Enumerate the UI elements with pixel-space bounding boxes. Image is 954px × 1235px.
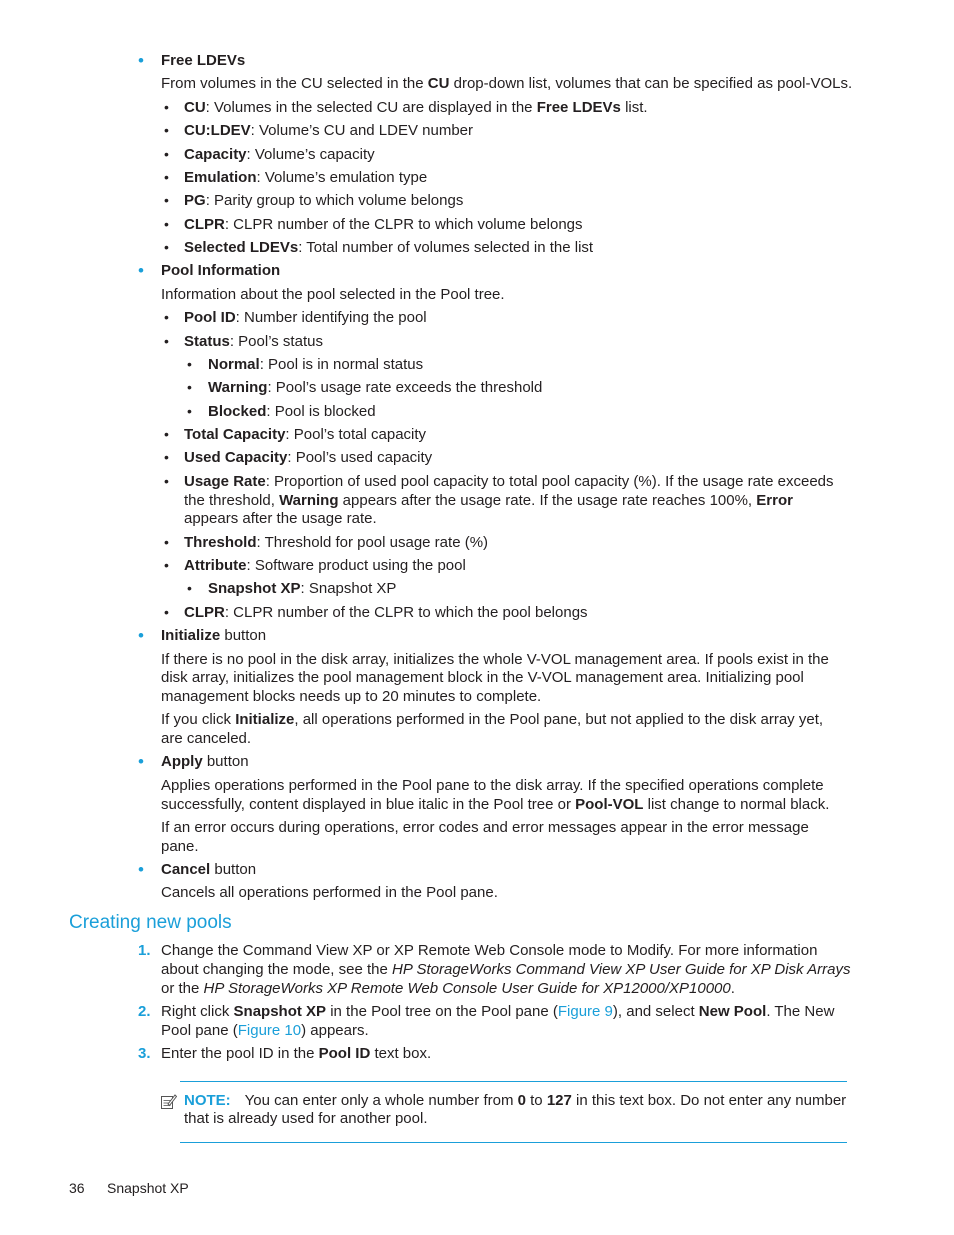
bullet: • (138, 51, 144, 70)
paragraph-line: are canceled. (161, 730, 252, 747)
bullet: • (164, 99, 169, 115)
list-item: CLPR: CLPR number of the CLPR to which the pool belongs (184, 604, 588, 621)
list-item: Used Capacity: Pool’s used capacity (184, 449, 433, 466)
bullet: • (138, 626, 144, 645)
bullet: • (164, 239, 169, 255)
bullet: • (164, 604, 169, 620)
list-item: Total Capacity: Pool’s total capacity (184, 426, 427, 443)
paragraph-line: If there is no pool in the disk array, initializes the whole V-VOL management area. If pools exist in the (161, 651, 829, 668)
step-text: Pool pane (Figure 10) appears. (161, 1022, 369, 1039)
note-text: NOTE: You can enter only a whole number from 0 to 127 in this text box. Do not enter any number (184, 1092, 847, 1109)
list-item: Status: Pool’s status (184, 333, 323, 350)
step-text: Right click Snapshot XP in the Pool tree on the Pool pane (Figure 9), and select New Pool. The New (161, 1003, 835, 1020)
step-text: Enter the pool ID in the Pool ID text box. (161, 1045, 432, 1062)
bullet: • (164, 192, 169, 208)
note-pencil-icon (160, 1093, 177, 1110)
section-title-initialize: Initialize button (161, 627, 267, 644)
figure-link[interactable]: Figure 9 (557, 1003, 613, 1020)
paragraph-line: successfully, content displayed in blue italic in the Pool tree or Pool-VOL list change to normal black. (161, 796, 830, 813)
list-item: Warning: Pool’s usage rate exceeds the threshold (208, 379, 543, 396)
bullet: • (138, 860, 144, 879)
section-title-apply: Apply button (161, 753, 249, 770)
list-item: CU: Volumes in the selected CU are displayed in the Free LDEVs list. (184, 99, 648, 116)
bullet: • (138, 752, 144, 771)
bullet: • (164, 169, 169, 185)
footer-title: Snapshot XP (107, 1180, 189, 1196)
paragraph-line: Applies operations performed in the Pool pane to the disk array. If the specified operations complete (161, 777, 824, 794)
list-item: Normal: Pool is in normal status (208, 356, 424, 373)
paragraph-line: pane. (161, 838, 199, 855)
list-item: Blocked: Pool is blocked (208, 403, 376, 420)
list-item: Attribute: Software product using the pool (184, 557, 466, 574)
bullet: • (164, 146, 169, 162)
section-title-pool-information: Pool Information (161, 262, 281, 279)
step-text: Change the Command View XP or XP Remote Web Console mode to Modify. For more information (161, 942, 818, 959)
list-item: PG: Parity group to which volume belongs (184, 192, 464, 209)
paragraph-line: disk array, initializes the pool management block in the V-VOL management area. Initializing pool (161, 669, 804, 686)
list-item: CLPR: CLPR number of the CLPR to which volume belongs (184, 216, 583, 233)
section-title-cancel: Cancel button (161, 861, 257, 878)
bullet: • (164, 309, 169, 325)
bullet: • (164, 557, 169, 573)
note-text: that is already used for another pool. (184, 1110, 428, 1127)
list-item: Usage Rate: Proportion of used pool capacity to total pool capacity (%). If the usage rate exceeds (184, 473, 834, 490)
page-number: 36 (69, 1180, 85, 1196)
bullet: • (164, 534, 169, 550)
note-bottom-rule (180, 1142, 847, 1143)
bullet: • (138, 261, 144, 280)
note-label: NOTE: (184, 1092, 231, 1109)
list-item-continuation: appears after the usage rate. (184, 510, 377, 527)
figure-link[interactable]: Figure 10 (237, 1022, 302, 1039)
section-title-free-ldevs: Free LDEVs (161, 52, 246, 69)
paragraph-line: Cancels all operations performed in the Pool pane. (161, 884, 498, 901)
bullet: • (164, 473, 169, 489)
step-text: or the HP StorageWorks XP Remote Web Console User Guide for XP12000/XP10000. (161, 980, 735, 997)
bullet: • (164, 333, 169, 349)
list-item: Selected LDEVs: Total number of volumes selected in the list (184, 239, 594, 256)
step-number: 3. (138, 1045, 151, 1062)
bullet: • (164, 426, 169, 442)
list-item: Snapshot XP: Snapshot XP (208, 580, 397, 597)
bullet: • (187, 580, 192, 596)
list-item: Pool ID: Number identifying the pool (184, 309, 427, 326)
list-item-continuation: the threshold, Warning appears after the usage rate. If the usage rate reaches 100%, Error (184, 492, 793, 509)
step-number: 1. (138, 942, 151, 959)
step-text: about changing the mode, see the HP StorageWorks Command View XP User Guide for XP Disk Arrays (161, 961, 851, 978)
paragraph-line: If you click Initialize, all operations performed in the Pool pane, but not applied to the disk array yet, (161, 711, 824, 728)
bullet: • (164, 216, 169, 232)
list-item: Threshold: Threshold for pool usage rate (%) (184, 534, 489, 551)
bullet: • (187, 403, 192, 419)
pool-information-description: Information about the pool selected in the Pool tree. (161, 286, 505, 303)
section-heading: Creating new pools (69, 912, 232, 933)
bullet: • (164, 449, 169, 465)
list-item: Emulation: Volume’s emulation type (184, 169, 428, 186)
bullet: • (164, 122, 169, 138)
note-top-rule (180, 1081, 847, 1082)
list-item: CU:LDEV: Volume’s CU and LDEV number (184, 122, 474, 139)
paragraph-line: If an error occurs during operations, error codes and error messages appear in the error message (161, 819, 809, 836)
list-item: Capacity: Volume’s capacity (184, 146, 375, 163)
bullet: • (187, 356, 192, 372)
step-number: 2. (138, 1003, 151, 1020)
bullet: • (187, 379, 192, 395)
paragraph-line: management blocks needs up to 20 minutes to complete. (161, 688, 542, 705)
free-ldevs-description: From volumes in the CU selected in the CU drop-down list, volumes that can be specified as pool-VOLs. (161, 75, 853, 92)
